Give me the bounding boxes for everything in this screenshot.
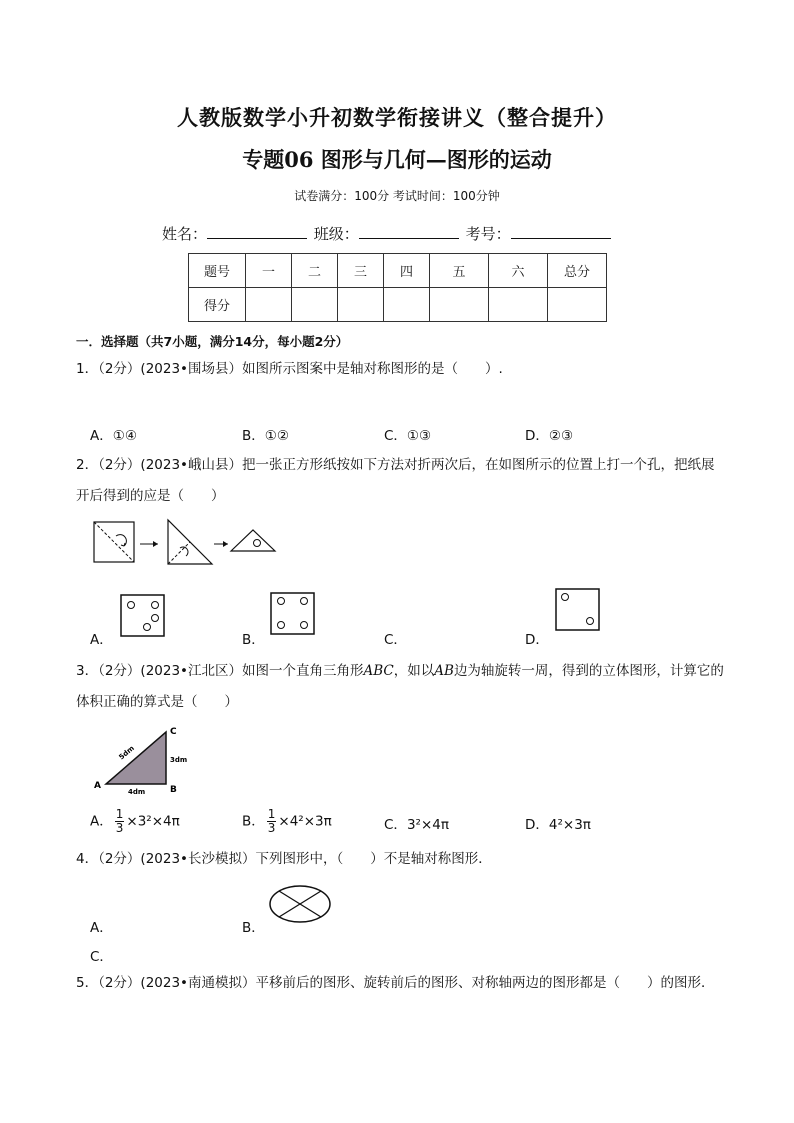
fraction-numerator: 1 xyxy=(115,807,124,821)
point-a-label: A xyxy=(94,781,101,791)
ellipse-with-cross-figure xyxy=(268,884,332,924)
class-label: 班级： xyxy=(313,225,359,243)
question-3-text xyxy=(76,656,724,718)
student-info-line xyxy=(162,223,613,244)
series-title: 人教版数学小升初数学衔接讲义（整合提升） xyxy=(177,105,617,130)
fraction-denominator: 3 xyxy=(267,821,276,835)
table-header-cell: 三 xyxy=(338,254,384,288)
q3-option-d[interactable] xyxy=(525,813,591,833)
score-cell[interactable] xyxy=(489,288,548,322)
small-triangle-with-hole-icon xyxy=(231,530,275,551)
q3-triangle-name: ABC xyxy=(363,663,394,679)
q4-option-c[interactable]: C． xyxy=(90,949,113,965)
section-heading: 一．选择题（共7小题，满分14分，每小题2分） xyxy=(76,334,349,349)
q3-option-b[interactable] xyxy=(242,808,332,835)
score-cell[interactable] xyxy=(292,288,338,322)
score-table xyxy=(188,253,607,322)
score-label-cell: 得分 xyxy=(189,288,246,322)
table-header-cell: 一 xyxy=(246,254,292,288)
option-prefix: D． xyxy=(525,817,549,833)
score-table-score-row xyxy=(189,288,607,322)
fraction-one-third xyxy=(115,808,125,835)
question-5-text: 5．（2分）(2023•南通模拟）平移前后的图形、旋转前后的图形、对称轴两边的图形都是（ ）的图形． xyxy=(76,975,715,991)
q1-option-b[interactable]: B．①② xyxy=(242,428,289,444)
question-4-text: 4．（2分）(2023•长沙模拟）下列图形中，（ ）不是轴对称图形． xyxy=(76,851,492,867)
score-cell[interactable] xyxy=(338,288,384,322)
option-prefix: B． xyxy=(242,813,265,830)
q3-option-c[interactable] xyxy=(384,813,449,833)
score-cell[interactable] xyxy=(548,288,607,322)
arrow-right-icon xyxy=(214,541,228,547)
square-paper-icon xyxy=(94,522,134,562)
q2-option-b[interactable]: B． xyxy=(242,632,265,648)
q1-option-c[interactable]: C．①③ xyxy=(384,428,432,444)
q1-option-a[interactable]: A．①④ xyxy=(90,428,137,444)
q4-option-a[interactable]: A． xyxy=(90,920,113,936)
point-b-label: B xyxy=(170,785,177,795)
table-header-cell: 五 xyxy=(430,254,489,288)
name-label: 姓名： xyxy=(162,225,208,243)
score-cell[interactable] xyxy=(430,288,489,322)
q4-option-b[interactable]: B． xyxy=(242,920,265,936)
option-prefix: A． xyxy=(90,813,113,830)
folded-triangle-icon xyxy=(168,520,212,564)
table-header-cell: 四 xyxy=(384,254,430,288)
arrow-right-icon xyxy=(140,541,158,547)
score-cell[interactable] xyxy=(384,288,430,322)
side-ac-label: 5dm xyxy=(117,744,136,762)
option-expression: ×4²×3π xyxy=(278,813,332,830)
id-field[interactable] xyxy=(511,225,611,239)
fraction-one-third xyxy=(267,808,277,835)
q2-option-b-figure xyxy=(270,592,316,636)
q3-text-part: 3．（2分）(2023•江北区）如图一个直角三角形 xyxy=(76,663,364,679)
table-header-cell: 六 xyxy=(489,254,548,288)
name-field[interactable] xyxy=(207,225,307,239)
side-ab-label: 4dm xyxy=(128,788,146,796)
score-table-header-row xyxy=(189,254,607,288)
fraction-numerator: 1 xyxy=(267,807,276,821)
point-c-label: C xyxy=(170,727,177,737)
right-triangle-abc-figure xyxy=(88,722,188,796)
question-2-text: 2．（2分）(2023•峨山县）把一张正方形纸按如下方法对折两次后，在如图所示的位置上打一个孔，把纸展开后得到的应是（ ） xyxy=(76,457,715,504)
option-expression: ×3²×4π xyxy=(126,813,180,830)
question-1-text: 1．（2分）(2023•围场县）如图所示图案中是轴对称图形的是（ ）. xyxy=(76,361,503,377)
id-label: 考号： xyxy=(465,225,511,243)
score-cell[interactable] xyxy=(246,288,292,322)
option-expression: 3²×4π xyxy=(406,817,449,833)
q3-text-part: 边为轴旋转一周，得到的立体图形，计算它的体积正确的算式是（ ） xyxy=(76,663,724,710)
q2-option-d-figure xyxy=(555,588,601,632)
option-prefix: C． xyxy=(384,817,407,833)
q2-option-c[interactable]: C． xyxy=(384,632,407,648)
paper-fold-steps-figure xyxy=(88,516,278,568)
table-header-cell: 二 xyxy=(292,254,338,288)
class-field[interactable] xyxy=(359,225,459,239)
topic-title: 专题06 图形与几何—图形的运动 xyxy=(242,147,552,172)
table-header-cell: 总分 xyxy=(548,254,607,288)
fraction-denominator: 3 xyxy=(115,821,124,835)
q3-option-a[interactable] xyxy=(90,808,180,835)
q2-option-d[interactable]: D． xyxy=(525,632,549,648)
q2-option-a[interactable]: A． xyxy=(90,632,113,648)
q3-axis-name: AB xyxy=(434,663,454,679)
option-expression: 4²×3π xyxy=(548,817,591,833)
q2-option-a-figure xyxy=(120,594,166,638)
table-header-cell: 题号 xyxy=(189,254,246,288)
q3-text-part: ，如以 xyxy=(393,663,435,679)
side-bc-label: 3dm xyxy=(170,756,188,764)
q1-option-d[interactable]: D．②③ xyxy=(525,428,574,444)
exam-meta: 试卷满分：100分 考试时间：100分钟 xyxy=(294,189,500,203)
